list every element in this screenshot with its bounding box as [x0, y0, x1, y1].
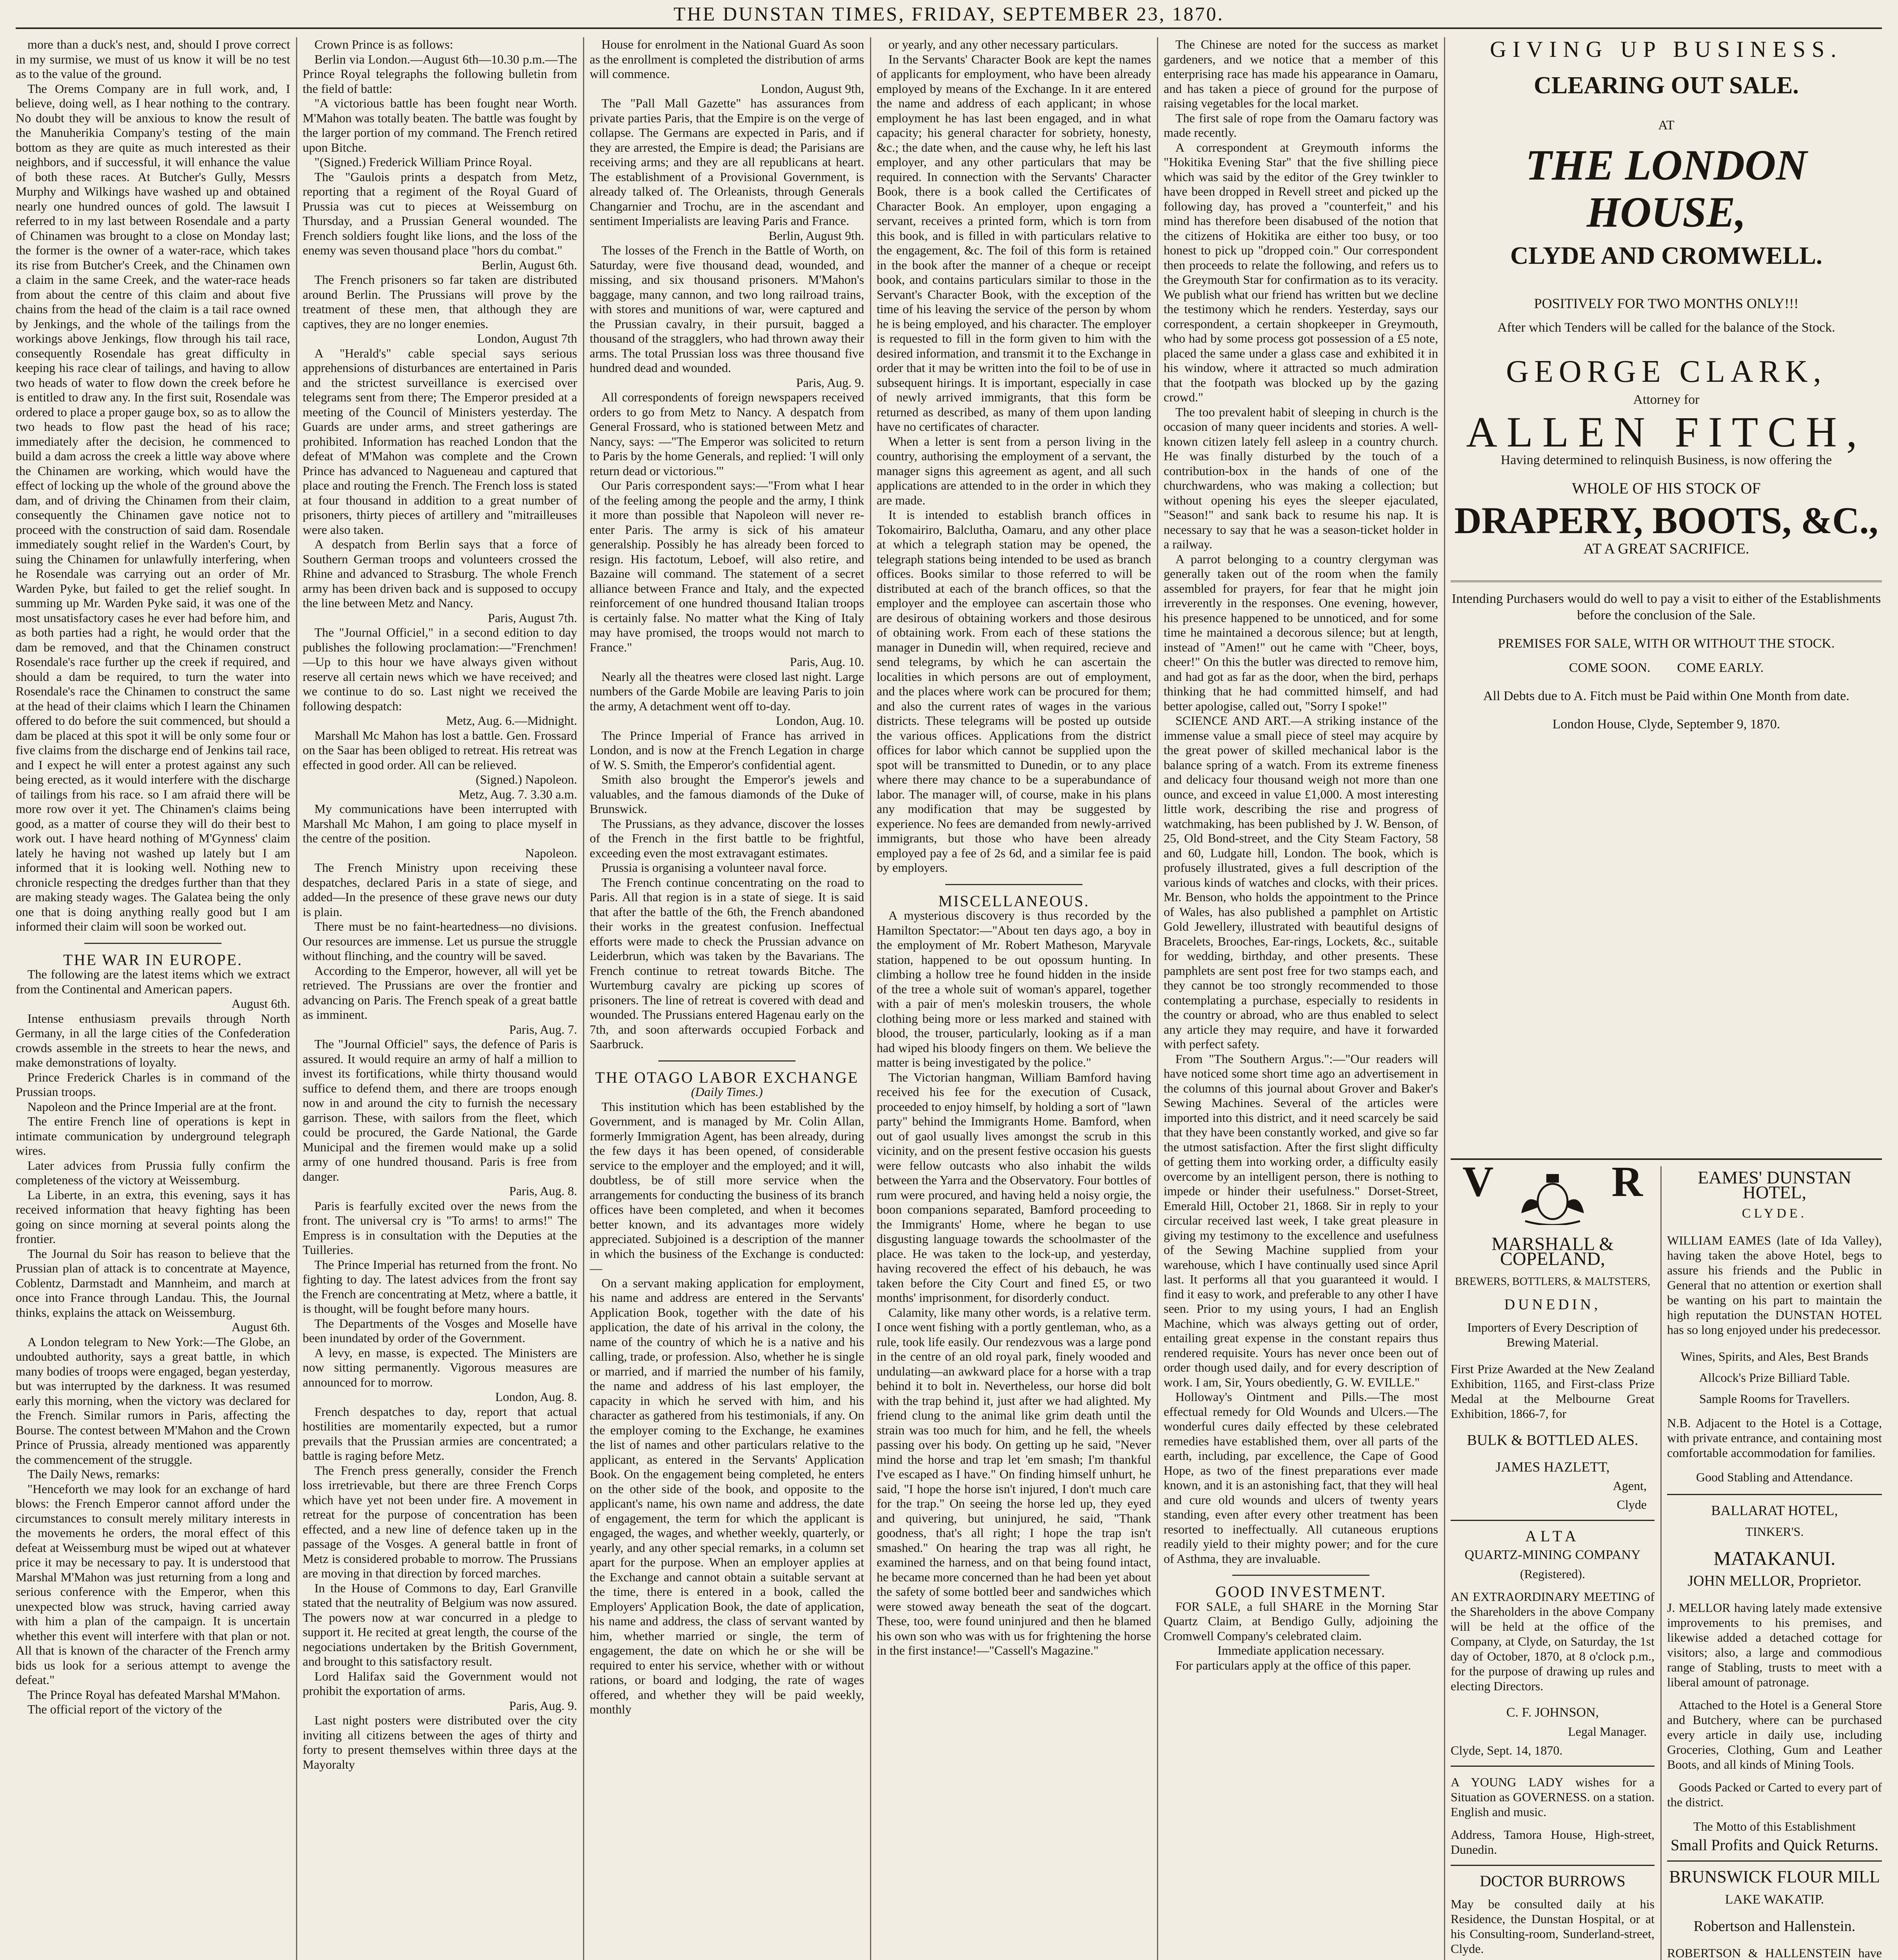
ad-text: AT A GREAT SACRIFICE. — [1583, 541, 1749, 557]
paragraph: The following are the latest items which we extract from the Continental and American papers. — [16, 967, 290, 996]
paragraph: Crown Prince is as follows: — [314, 37, 453, 51]
paragraph: The Departments of the Vosges and Moselle have been inundated by order of the Government. — [303, 1316, 577, 1345]
dateline: London, August 9th, — [761, 81, 864, 96]
ad-text: DUNEDIN, — [1504, 1296, 1601, 1313]
ad-text: All Debts due to A. Fitch must be Paid within One Month from date. — [1483, 689, 1849, 703]
paragraph: Marshall Mc Mahon has lost a battle. Gen. Frossard on the Saar has been obliged to retreat. His retreat was effected in good order. All can be relieved. — [303, 728, 577, 772]
ad-text: QUARTZ-MINING COMPANY — [1464, 1548, 1641, 1562]
ad-text: POSITIVELY FOR TWO MONTHS ONLY!!! — [1534, 296, 1799, 311]
giving-up-heading: GIVING UP BUSINESS. — [1490, 37, 1843, 62]
paragraph: The French Ministry upon receiving these despatches, declared Paris in a state of siege, and added—In the presence of these grave news our duty is plain. — [303, 860, 577, 919]
dateline: Metz, Aug. 7. 3.30 a.m. — [458, 787, 577, 801]
paragraph: Immediate application necessary. — [1217, 1643, 1384, 1657]
ad-text: TINKER'S. — [1745, 1524, 1804, 1539]
ad-text: Legal Manager. — [1568, 1724, 1647, 1739]
ad-text: LAKE WAKATIP. — [1725, 1892, 1824, 1907]
paragraph: The official report of the victory of the — [27, 1702, 222, 1716]
ad-text: Attached to the Hotel is a General Store and Butchery, where can be purchased every article in daily use, including Groceries, Clothing, Gum and Leather Boots, and all kinds of Mining Tools. — [1667, 1698, 1882, 1771]
dateline: August 6th. — [231, 1320, 290, 1334]
ad-text: The Motto of this Establishment — [1693, 1819, 1856, 1833]
paragraph: Holloway's Ointment and Pills.—The most effectual remedy for Old Wounds and Ulcers.—The wonderful cures daily effected by these celebrated remedies have established them, over all parts of the earth, including, par excellence, the Cape of Good Hope, as two of the finest preparations ever made known, and it is an astonishing fact, that they will heal and cure old wounds and ulcers of twenty years standing, even after every other treatment has been resorted to ineffectually. All cutaneous eruptions readily yield to their mighty power; and for the cure of Asthma, they are invaluable. — [1164, 1390, 1438, 1566]
ad-separator — [1451, 581, 1882, 582]
paragraph: The Journal du Soir has reason to believe that the Prussian plan of attack is to concentrate at Mayence, Coblentz, Darmstadt and Mannheim, and march at once into France through Landau. This, the Journal thinks, explains the attack on Weissemburg. — [16, 1246, 290, 1319]
vr-letter: V — [1462, 1166, 1494, 1205]
allen-fitch: ALLEN FITCH, — [1466, 408, 1867, 456]
paragraph: more than a duck's nest, and, should I prove correct in my surmise, we must of us know it will be no test as to the value of the ground. — [16, 37, 290, 81]
paragraph: The French press generally, consider the French loss irretrievable, but there are three French Corps which have yet not been under fire. A movement in retreat for the purpose of concentration has been effected, and a new line of defence taken up in the passage of the Vosges. A general battle in front of Metz is considered probable to morrow. The Prussians are moving in that direction by forced marches. — [303, 1463, 577, 1580]
paragraph: SCIENCE AND ART.—A striking instance of the immense value a small piece of steel may acquire by the great power of skilled mechanical labor is the balance spring of a watch. From its extreme fineness and delicacy four thousand weigh not more than one ounce, and exceed in value £1,000. A most interesting little work, describing the rise and progress of watchmaking, has been published by J. W. Benson, of 25, Old Bond-street, and the City Steam Factory, 58 and 60, Ludgate hill, London. The book, which is profusely illustrated, gives a full description of the various kinds of watches and clocks, with their prices. Mr. Benson, who holds the appointment to the Prince of Wales, has also published a pamphlet on Artistic Gold Jewellery, illustrated with beautiful designs of Bracelets, Brooches, Ear-rings, Lockets, &c., suitable for wedding, birthday, and other presents. These pamphlets are sent post free for two stamps each, and they cannot be too strongly recommended to those contemplating a purchase, especially to residents in the country or abroad, who are thus enabled to select any article they may require, and have it forwarded with perfect safety. — [1164, 713, 1438, 1051]
dateline: Berlin, August 9th. — [768, 228, 864, 243]
paragraph: The French prisoners so far taken are distributed around Berlin. The Prussians will prove by the treatment of these men, that although they are captives, they are no longer enemies. — [303, 272, 577, 331]
paragraph: French despatches to day, report that actual hostilities are momentarily expected, but a rumor prevails that the Prussian armies are concentrated; a battle is raging before Metz. — [303, 1404, 577, 1463]
ad-text: London House, Clyde, September 9, 1870. — [1552, 717, 1780, 731]
ad-text: ALTA — [1525, 1527, 1580, 1545]
paragraph: According to the Emperor, however, all will yet be retrieved. The Prussians are over the frontier and advancing on Paris. The French speak of a great battle as imminent. — [303, 963, 577, 1022]
paragraph: The entire French line of operations is kept in intimate communication by underground telegraph wires. — [16, 1114, 290, 1158]
paragraph: The Victorian hangman, William Bamford having received his fee for the execution of Cusack, proceeded to enjoy himself, by holding a sort of "lawn party" behind the Immigrants Home. Bamford, when out of gaol usually lives amongst the scrub in this vicinity, and on the present festive occasion his guests were fellow outcasts who also inhabit the wilds between the Yarra and the Observatory. Four bottles of rum were procured, and having held a noisy orgie, the boon companions separated, Bamford proceeding to the Immigrants' Home, where he began to use disgusting language towards the schoolmaster of the place. He was taken to the lock-up, and yesterday, having recovered the effect of his debauch, he was taken before the City Court and fined £5, or two months' imprisonment, for disorderly conduct. — [877, 1070, 1151, 1305]
ad-text: Agent, — [1613, 1479, 1647, 1493]
ad-text: Importers of Every Description of Brewing Material. — [1467, 1320, 1638, 1349]
george-clark: GEORGE CLARK, — [1506, 354, 1827, 389]
column-5 — [1164, 37, 1438, 1960]
paragraph: Prussia is organising a volunteer naval force. — [601, 860, 827, 875]
ad-text: DOCTOR BURROWS — [1480, 1872, 1626, 1890]
dateline: London, Aug. 8. — [495, 1390, 577, 1404]
paragraph: All correspondents of foreign newspapers received orders to go from Metz to Nancy. A despatch from General Frossard, who is stationed between Metz and Nancy, says: —"The Emperor was solicited to return to Paris by the home Generals, and replied: 'I will only return dead or victorious.'" — [590, 390, 864, 478]
paragraph: The too prevalent habit of sleeping in church is the occasion of many queer incidents and stories. A well-known citizen lately fell asleep in a country church. He was finally disturbed by the touch of a contribution-box in the hands of one of the churchwardens, who was making a collection; but without opening his eyes the sleeper ejaculated, "Season!" and sank back to resume his nap. It is necessary to say that he was a season-ticket holder in a railway. — [1164, 405, 1438, 551]
ad-separator — [1451, 1865, 1655, 1866]
ad-text: Clyde — [1616, 1497, 1647, 1512]
london-house-ad — [1451, 37, 1882, 1154]
paragraph: "Henceforth we may look for an exchange of hard blows: the French Emperor cannot afford under the circumstances to consult merely military interests in the movements he orders, the moral effect of this defeat at Weissemburg must be wiped out at whatever price it may be necessary to pay. It is understood that Marshal M'Mahon was just returning from a long and serious conference with the Emperor, when this unexpected blow was struck, having carried away with him a plan of the campaign. It is uncertain whether this event will interfere with that plan or not. All that is known of the character of the French army bids us look for a serious attempt to avenge the defeat." — [16, 1481, 290, 1687]
paragraph: The Prussians, as they advance, discover the losses of the French in the first battle to be frightful, exceeding even the most extravagant estimates. — [590, 816, 864, 860]
column-7-ads — [1667, 1166, 1882, 1960]
come-line — [1451, 660, 1882, 676]
paragraph: My communications have been interrupted with Marshall Mc Mahon, I am going to place myself in the centre of the position. — [303, 802, 577, 845]
ad-text: Small Profits and Quick Returns. — [1671, 1836, 1878, 1854]
ad-text: JOHN MELLOR, Proprietor. — [1687, 1573, 1862, 1589]
ad-text: BRUNSWICK FLOUR MILL — [1669, 1867, 1880, 1886]
paragraph: The "Gaulois prints a despatch from Metz, reporting that a regiment of the Royal Guard of Prussia was cut to pieces at Weissemburg on Thursday, and a Prussian General wounded. The French soldiers fought like lions, and the loss of the enemy was seven thousand place "hors du combat." — [303, 169, 577, 257]
paragraph: The first sale of rope from the Oamaru factory was made recently. — [1164, 111, 1438, 140]
paragraph: Our Paris correspondent says:—"From what I hear of the feeling among the people and the army, I think it more than possible that Napoleon will never re-enter Paris. The army is sick of his amateur generalship. Possibly he has already been forced to resign. His factotum, Leboef, will also retire, and Bazaine will command. The statement of a secret alliance between France and Italy, and the expected reinforcement of one hundred thousand Italian troops is certainly false. No matter what the King of Italy may have promised, the troops would not march to France." — [590, 478, 864, 654]
war-heading: THE WAR IN EUROPE. — [63, 951, 243, 969]
paragraph: Paris is fearfully excited over the news from the front. The universal cry is "To arms! to arms!" The Empress is in consultation with the Deputies at the Tuilleries. — [303, 1198, 577, 1257]
paragraph: The Prince Imperial has returned from the front. No fighting to day. The latest advices from the front say the French are concentrating at Metz, where a battle, it is thought, will be fought before many hours. — [303, 1257, 577, 1316]
ad-text: After which Tenders will be called for the balance of the Stock. — [1497, 320, 1835, 335]
column-6-ads — [1451, 1166, 1655, 1960]
paragraph: A London telegram to New York:—The Globe, an undoubted authority, says a great battle, in which many bodies of troops were engaged, began yesterday, but was interrupted by the darkness. It was resumed early this morning, when the victory was declared for the French. Similar rumors in Paris, affecting the Bourse. The contest between M'Mahon and the Crown Prince of Prussia, already mentioned was apparently the commencement of the struggle. — [16, 1334, 290, 1466]
paragraph: The French continue concentrating on the road to Paris. All that region is in a state of siege. It is said that after the battle of the 6th, the French abandoned their works in the greatest confusion. Ineffectual efforts were made to check the Prussian advance on Leiderbrun, which was taken by the Bavarians. The French continue to retreat towards Bitche. The Wurtemburg cavalry are picking up scores of prisoners. The line of retreat is covered with dead and wounded. The Prussians entered Hagenau early on the 7th, and soon afterwards occupied Forback and Saarbruck. — [590, 875, 864, 1051]
ad-separator — [1451, 1520, 1655, 1521]
paragraph: In the Servants' Character Book are kept the names of applicants for employment, who have been already employed by means of the Exchange. In it are entered the name and address of each applicant; in whose employment he has last been engaged, and in what capacity; his general character for sobriety, honesty, &c.; the date when, and the cause why, he left his last employer, and any other particulars that may be required. In connection with the Servants' Character Book, there is a book called the Certificates of Character Book. An employer, upon engaging a servant, receives a printed form, which is torn from this book, and is filled in with particulars relative to the engagement, &c. The foil of this form is retained in the book after the manner of a cheque or receipt book, and contains particulars similar to those in the Servant's Character Book, with the exception of the time of his leaving the service of the person by whom he is being employed, and his character. The employer is requested to fill in the form given to him with the desired information, and transmit it to the Exchange in order that it may be written into the foil to be of use in subsequent hirings. It is important, especially in case of newly arrived immigrants, that this form be returned as described, as many of them upon landing have no certificates of character. — [877, 52, 1151, 434]
ad-separator — [1451, 1158, 1882, 1160]
paragraph: "A victorious battle has been fought near Worth. M'Mahon was totally beaten. The battle was fought by the larger portion of my command. The French retired upon Bitche. — [303, 96, 577, 154]
dateline: Paris, August 7th. — [488, 610, 577, 625]
royal-arms-block — [1451, 1166, 1655, 1229]
dateline: London, August 7th — [477, 331, 577, 345]
ad-text: Robertson and Hallenstein. — [1693, 1918, 1856, 1935]
paragraph: The Orems Company are in full work, and, I believe, doing well, as I hear nothing to the contrary. No doubt they will be anxious to know the result of the Manuherikia Company's testing of the main bottom as they are quite as much interested as their neighbors, and if successful, it will enhance the value of both these races. At Butcher's Gully, Messrs Murphy and Wilkings have washed up and obtained nearly one hundred ounces of gold. The lawsuit I referred to in my last between Rosendale and a party of Chinamen was brought to a close on Monday last; the former is the owner of a water-race, which takes its rise from Butcher's Creek, and the Chinamen own a claim in the same Creek, and the water-race heads from about the centre of this claim and about five chains from the head of the claim is a tail race owned by Jenkings, and the whole of the tailings from the workings above Jenkings, flow through his tail race, consequently Rosendale has great difficulty in keeping his race clear of tailings, and having to allow two heads of water to flow down the creek before he is entitled to draw any. In the first suit, Rosendale was ordered to place a proper gauge box, so as to allow the two heads to flow past the head of his race; immediately after the decision, he commenced to build a dam across the creek a little way above where the Chinamen are working, which would have the effect of locking up the whole of the ground above the dam, and of driving the Chinamen from their claim, consequently the Chinamen gave notice not to proceed with the construction of said dam. Rosendale immediately sought relief in the Warden's Court, by suing the Chinamen for unlawfully interfering, when he Rosendale was carrying out an order of Mr. Warden Pyke, but failed to get the relief sought. In summing up Mr. Warden Pyke said, it was one of the most unsatisfactory cases he ever had before him, and as both parties had a right, he would order that the dam be removed, and that the Chinamen construct Rosendale's race further up the creek if required, and should a dam be required, to turn the water into Rosendale's race the Chinamen to construct the same at the head of their claims which I learn the Chinamen offered to do before the suit commenced, but should a dam be placed at this spot it will be only some four or five claims from the discharge end of Jenkins tail race, and I expect he will enter a protest against any such being erected, as it would interfere with the discharge of tailings from his race. so I am afraid there will be more row over it yet. The Chinamen's claims being good, as a matter of course they will do their best to work out. I have heard nothing of M'Gynness' claim lately he having not washed up lately but I am informed that it is looking well. Nothing new to chronicle respecting the dredges further than that they are making steady wages. The Galatea being the only one that is doing anything really good but I am informed their claim will soon be worked out. — [16, 81, 290, 933]
ad-text: J. MELLOR having lately made extensive improvements to his premises, and likewise added a detached cottage for visitors; also, a large and commodious range of Stabling, trusts to meet with a liberal amount of patronage. — [1667, 1601, 1882, 1689]
paragraph: The "Pall Mall Gazette" has assurances from private parties Paris, that the Empire is on the verge of collapse. The Germans are expected in Paris, and if they are arrested, the Empire is dead; the Parisians are receiving arms; and they are all republicans at heart. The establishment of a Provisional Government, is already talked of. The Orleanists, through Generals Changarnier and Trochu, are in the ascendant and sentiment Imperialists are leaving Paris and France. — [590, 96, 864, 228]
dateline: Paris, Aug. 8. — [509, 1184, 577, 1198]
dateline: Paris, Aug. 9. — [509, 1698, 577, 1713]
column-2 — [303, 37, 577, 1960]
paragraph: La Liberte, in an extra, this evening, says it has received information that heavy fighting has been going on since morning at several points along the frontier. — [16, 1187, 290, 1246]
ad-text: Goods Packed or Carted to every part of the district. — [1667, 1780, 1882, 1809]
dateline: Metz, Aug. 6.—Midnight. — [446, 713, 577, 728]
column-divider — [1660, 1166, 1662, 1960]
paragraph: A parrot belonging to a country clergyman was generally taken out of the room when the family assembled for prayers, for fear that he might join irreverently in the responses. One evening, however, his presence happened to be unnoticed, and for some time he maintained a decorous silence; but at length, instead of "Amen!" out he came with "Cheer, boys, cheer!" On this the butler was directed to remove him, and had got as far as the door, when the bird, perhaps thinking that he had committed himself, and had better apologise, called out, "Sorry I spoke!" — [1164, 552, 1438, 713]
ad-text: CLYDE. — [1742, 1206, 1807, 1221]
paragraph: Calamity, like many other words, is a relative term. I once went fishing with a portly gentleman, who, as a rule, took life easily. Our rendezvous was a large pond in the centre of an old royal park, finely wooded and undulating—an awkward place for a horse with a trap behind it to bolt in. Nevertheless, our horse did bolt with the trap behind it, just after we had alighted. My friend clung to the animal like grim death until the strain was too much for him, and he fell, the wheels passing over his body. On getting up he said, "Never mind the horse and trap let 'em smash; I'm thankful I've escaped as I have." On finding himself unhurt, he said, "I hope the horse isn't injured, I don't much care for the trap." On seeing the horse led up, they eyed and quivering, but uninjured, he said, "Thank goodness, that's all right; I hope the trap isn't smashed." On hearing the trap was all right, he examined the harness, and on that being found intact, he became more concerned than he had been yet about the safety of some bottled beer and sandwiches which were stowed away beneath the seat of the dogcart. These, too, were found uninjured and then he blamed his own son who was with us for frightening the horse in the first instance!—"Cassell's Magazine." — [877, 1305, 1151, 1657]
column-rule — [658, 1060, 796, 1062]
paragraph: A correspondent at Greymouth informs the "Hokitika Evening Star" that the five shilling piece which was said by the editor of the Grey twinkler to have been dropped in Revell street and picked up the following day, has proved a "counterfeit," and his mind has therefore been disabused of the notion that the citizens of Hokitika are either too busy, or too honest to pick up "dropped coin." Our correspondent then proceeds to relate the following, and refers us to the Greymouth Star for confirmation as to its veracity. We publish what our friend has written but we decline the testimony which he renders. Yesterday, says our correspondent, a certain shopkeeper in Greymouth, who had by some process got possession of a £5 note, placed the same under a glass case and exhibited it in his window, where it attracted so much admiration that the footpath was blocked up by the gazing crowd." — [1164, 140, 1438, 404]
paragraph: Nearly all the theatres were closed last night. Large numbers of the Garde Mobile are leaving Paris to join the army, A detachment went off to-day. — [590, 669, 864, 713]
ad-text: Good Stabling and Attendance. — [1696, 1470, 1853, 1484]
signature: Napoleon. — [525, 846, 577, 860]
paragraph: A despatch from Berlin says that a force of Southern German troops and volunteers crossed the Rhine and advanced to Strasburg. The whole French army has been driven back and is supposed to occupy the line between Metz and Nancy. — [303, 537, 577, 610]
paragraph: The Prince Royal has defeated Marshal M'Mahon. — [27, 1687, 280, 1702]
ad-separator — [1667, 1860, 1882, 1862]
dateline: Paris, Aug. 10. — [790, 655, 864, 669]
dateline: Paris, Aug. 9. — [796, 375, 864, 390]
otago-source: (Daily Times.) — [691, 1085, 763, 1099]
dateline: Berlin, August 6th. — [481, 258, 577, 272]
paragraph: Later advices from Prussia fully confirm the completeness of the victory at Weissemburg. — [16, 1158, 290, 1187]
dateline: August 6th. — [231, 996, 290, 1011]
column-4 — [877, 37, 1151, 1960]
ad-text: AT — [1658, 118, 1675, 132]
marshall-copeland: MARSHALL & COPELAND, — [1491, 1234, 1614, 1269]
paragraph: House for enrolment in the National Guard As soon as the enrollment is completed the distribution of arms will commence. — [590, 37, 864, 81]
paragraph: For particulars apply at the office of this paper. — [1175, 1658, 1411, 1672]
paragraph: The Chinese are noted for the success as market gardeners, and we notice that a member of this enterprising race has made his appearance in Oamaru, and has taken a piece of ground for the purpose of raising vegetables for the local market. — [1164, 37, 1438, 110]
paragraph: It is intended to establish branch offices in Tokomairiro, Balclutha, Oamaru, and any other place at which a telegraph station may be opened, the telegraph stations being intended to be used as branch offices. Books similar to those referred to will be distributed at each of the branch offices, so that the employer and the employee can ascertain those who are desirous of obtaining workers and those desirous of obtaining work. From each of these stations the manager in Dunedin will, when required, recieve and send telegrams, by which he can ascertain the localities in which persons are out of employment, and the places where work can be procured for them; and also the current rates of wages in the various districts. These telegrams will be posted up outside the various offices. Applications from the district offices for labor which cannot be supplied upon the spot will be transmitted to Dunedin, or to any place where there may chance to be a superabundance of labor. The manager will, of course, make in his plans any modification that may be suggested by experience. No fees are demanded from newly-arrived immigrants, but those who have been already employed pay a fee of 2s 6d, and a similar fee is paid by employers. — [877, 508, 1151, 875]
ad-text: Having determined to relinquish Business, is now offering the — [1500, 453, 1832, 467]
ad-text: (Registered). — [1520, 1567, 1586, 1581]
paragraph: A levy, en masse, is expected. The Ministers are now sitting permanently. Vigorous measures are announced for to morrow. — [303, 1345, 577, 1389]
ad-text: WILLIAM EAMES (late of Ida Valley), having taken the above Hotel, begs to assure his friends and the Public in General that no attention or exertion shall be wanting on his part to maintain the high reputation the DUNSTAN HOTEL has so long enjoyed under his predecessor. — [1667, 1233, 1882, 1337]
ad-text: May be consulted daily at his Residence, the Dunstan Hospital, or at his Consulting-room, Sunderland-street, Clyde. — [1451, 1897, 1655, 1956]
royal-arms-icon — [1517, 1170, 1588, 1225]
ad-text: C. F. JOHNSON, — [1506, 1705, 1599, 1720]
column-divider — [583, 37, 584, 1960]
masthead: THE DUNSTAN TIMES, FRIDAY, SEPTEMBER 23, 1870. — [16, 0, 1882, 29]
ad-text: BULK & BOTTLED ALES. — [1467, 1432, 1638, 1448]
column-rule — [1232, 1575, 1369, 1576]
paragraph: Last night posters were distributed over the city inviting all citizens between the ages of thirty and forty to present themselves within three days at the Mayoralty — [303, 1713, 577, 1771]
column-divider — [870, 37, 871, 1960]
column-3 — [590, 37, 864, 1960]
ad-text: BALLARAT HOTEL, — [1711, 1503, 1838, 1518]
paragraph: In the House of Commons to day, Earl Granville stated that the neutrality of Belgium was now assured. The powers now at war concurred in a pledge to support it. He recited at great length, the course of the negociations undertaken by the British Government, and brought to this satisfactory result. — [303, 1581, 577, 1668]
ad-separator — [1667, 1494, 1882, 1495]
paragraph: Prince Frederick Charles is in command of the Prussian troops. — [16, 1070, 290, 1099]
otago-heading: THE OTAGO LABOR EXCHANGE — [595, 1068, 859, 1086]
paragraph: A "Herald's" cable special says serious apprehensions of disturbances are entertained in Paris and the strictest surveillance is exercised over telegrams sent from there; The Emperor presided at a meeting of the Council of Ministers yesterday. The Guards are under arms, and street gatherings are prohibited. Information has reached London that the defeat of M'Mahon was complete and the Crown Prince has advanced to Nagueneau and captured that place and routing the French. The French loss is stated at four thousand in addition to a great number of prisoners, thirty pieces of artillery and "mitrailleuses were also taken. — [303, 346, 577, 537]
paragraph: Smith also brought the Emperor's jewels and valuables, and the famous diamonds of the Duke of Brunswick. — [590, 772, 864, 816]
column-rule — [945, 884, 1082, 885]
good-investment-heading: GOOD INVESTMENT. — [1215, 1583, 1387, 1601]
ad-text: Address, Tamora House, High-street, Dunedin. — [1451, 1828, 1655, 1857]
ad-text: BREWERS, BOTTLERS, & MALTSTERS, — [1455, 1276, 1651, 1288]
paragraph: The Prince Imperial of France has arrived in London, and is now at the French Legation in charge of W. S. Smith, the Emperor's confidential agent. — [590, 728, 864, 772]
ad-text: COME EARLY. — [1677, 661, 1764, 675]
ad-text: JAMES HAZLETT, — [1495, 1459, 1610, 1475]
paragraph: Napoleon and the Prince Imperial are at the front. — [27, 1099, 277, 1114]
dateline: London, Aug. 10. — [776, 713, 864, 728]
paragraph: This institution which has been established by the Government, and is managed by Mr. Colin Allan, formerly Immigration Agent, has been already, during the few days it has been opened, of considerable service to the employer and the employed; and it will, doubtless, be of still more service when the arrangements for conducting the business of its branch offices have been completed, and when it becomes better known, and its advantages more widely appreciated. Subjoined is a description of the manner in which the business of the Exchange is conducted:— — [590, 1099, 864, 1275]
drapery-boots: DRAPERY, BOOTS, &C., — [1454, 499, 1878, 541]
paragraph: or yearly, and any other necessary particulars. — [888, 37, 1119, 51]
ad-text: Clyde, Sept. 14, 1870. — [1451, 1743, 1563, 1757]
paragraph: Berlin via London.—August 6th—10.30 p.m.—The Prince Royal telegraphs the following bulletin from the field of battle: — [303, 52, 577, 96]
ad-text: Attorney for — [1633, 392, 1700, 407]
paragraph: The "Journal Officiel," in a second edition to day publishes the following proclamation:—"Frenchmen!—Up to this hour we have always given without reserve all certain news which we have received; and we continue to do so. Last night we received the following despatch: — [303, 625, 577, 713]
ad-text: N.B. Adjacent to the Hotel is a Cottage, with private entrance, and containing most comfortable accommodation for families. — [1667, 1416, 1882, 1460]
paragraph: The Daily News, remarks: — [27, 1467, 160, 1481]
ad-text: AN EXTRAORDINARY MEETING of the Shareholders in the above Company will be held at the office of the Company, at Clyde, on Saturday, the 1st day of October, 1870, at 8 o'clock p.m., for the purpose of drawing up rules and electing Directors. — [1451, 1590, 1655, 1693]
paragraph: "(Signed.) Frederick William Prince Royal. — [314, 155, 532, 169]
ad-text: ROBERTSON & HALLENSTEIN have — [1667, 1946, 1882, 1960]
paragraph: The "Journal Officiel" says, the defence of Paris is assured. It would require an army of half a million to invest its fortifications, while thirty thousand would suffice to defend them, and there are troops enough now in and around the city to furnish the necessary garrison. These, with sailors from the fleet, which could be procured, the Garde National, the Garde Municipal and the firemen would make up a solid army of one hundred thousand. Paris is free from danger. — [303, 1037, 577, 1183]
column-divider — [296, 37, 297, 1960]
vr-letter: R — [1611, 1166, 1643, 1205]
column-1 — [16, 37, 290, 1960]
paragraph: Lord Halifax said the Government would not prohibit the exportation of arms. — [303, 1669, 577, 1698]
dateline: Paris, Aug. 7. — [509, 1022, 577, 1036]
ad-text: A YOUNG LADY wishes for a Situation as GOVERNESS. on a station. English and music. — [1451, 1775, 1655, 1819]
signature: (Signed.) Napoleon. — [476, 772, 577, 786]
ad-text: Allcock's Prize Billiard Table. — [1699, 1370, 1850, 1385]
clearing-out-heading: CLEARING OUT SALE. — [1534, 72, 1799, 99]
paragraph: When a letter is sent from a person living in the country, authorising the employment of a servant, the manager signs this agreement as agent, and all such applications are attended to in the order in which they are made. — [877, 434, 1151, 507]
column-divider — [1444, 37, 1445, 1960]
ad-text: Sample Rooms for Travellers. — [1699, 1392, 1850, 1406]
paragraph: There must be no faint-heartedness—no divisions. Our resources are immense. Let us pursue the struggle without flinching, and the country will be saved. — [303, 919, 577, 963]
ad-text: Intending Purchasers would do well to pay a visit to either of the Establishments before the conclusion of the Sale. — [1451, 592, 1881, 622]
column-rule — [84, 943, 222, 944]
column-divider — [1157, 37, 1158, 1960]
paragraph: On a servant making application for employment, his name and address are entered in the Servants' Application Book, together with the date of his application, the date of his arrival in the colony, the name of the country of which he is a native and his calling, trade, or profession. Also, whether he is single or married, and if married the number of his family, the name and address of his last employer, the capacity in which he served with him, and his character as gathered from his testimonials, if any. On the employer coming to the Exchange, he examines the list of names and other particulars relative to the applicant, as entered in the Servants' Application Book. On the engagement being completed, he enters on the other side of the book, and opposite to the applicant's name, his own name and address, the date of engagement, the term for which the applicant is engaged, the wages, and whether weekly, quarterly, or yearly, and any other special remarks, in a column set apart for the purpose. When an employer applies at the Exchange and cannot obtain a suitable servant at the time, there is entered in a book, called the Employers' Application Book, the date of application, his name and address, the class of servant wanted by him, whether married or single, the term of engagement, the date on which he or she will be required to enter his service, whether with or without rations, or board and lodging, the rate of wages offered, and whether they will be paid weekly, monthly — [590, 1276, 864, 1716]
paragraph: The losses of the French in the Battle of Worth, on Saturday, were five thousand dead, wounded, and missing, and six thousand prisoners. M'Mahon's baggage, many cannon, and two long railroad trains, with stores and munitions of war, were captured and the Prussian cavalry, in their pursuit, bagged a thousand of the stragglers, who had thrown away their arms. The total Prussian loss was three thousand five hundred dead and wounded. — [590, 243, 864, 375]
paragraph: A mysterious discovery is thus recorded by the Hamilton Spectator:—"About ten days ago, a boy in the employment of Mr. Robert Matheson, Maryvale station, happened to be out opossum hunting. In climbing a hollow tree he found hidden in the inside of the tree a whole suit of woman's apparel, together with a pair of men's moleskin trousers, the whole clothing being more or less marked and stained with blood, the trouser, particularly, looking as if a man had wiped his bloody fingers on them. We believe the matter is being investigated by the police." — [877, 908, 1151, 1069]
paragraph: From "The Southern Argus.":—"Our readers will have noticed some short time ago an advertisement in the columns of this journal about Grover and Baker's Sewing Machines. Several of the articles were imported into this district, and it need scarcely be said that they have been constantly worked, and give so far the utmost satisfaction. After the first slight difficulty of getting them into working order, a difficulty easily overcome by an intelligent person, there is nothing to impede or hinder their usefulness." Dorset-Street, Emerald Hill, October 21, 1868. Sir in reply to your circular received last week, I take great pleasure in giving my testimony to the excellence and usefulness of the Sewing Machine supplied from your warehouse, which I have continually used since April last. It performs all that you guaranteed it would. I find it easy to work, and preferable to any other I have seen. Prior to my using yours, I had an English Machine, which was always getting out of order, entailing great expense in the constant repairs thus rendered requisite. Yours has never once been out of order though used daily, and for every description of work. I am, Sir, Yours obediently, G. W. EVILLE." — [1164, 1051, 1438, 1389]
clyde-cromwell: CLYDE AND CROMWELL. — [1510, 241, 1822, 269]
misc-heading: MISCELLANEOUS. — [938, 892, 1090, 910]
london-house-name: THE LONDON HOUSE, — [1525, 141, 1807, 236]
ad-text: PREMISES FOR SALE, WITH OR WITHOUT THE STOCK. — [1498, 636, 1835, 651]
ad-text: WHOLE OF HIS STOCK OF — [1572, 479, 1761, 497]
ad-separator — [1451, 1766, 1655, 1767]
ad-text: First Prize Awarded at the New Zealand Exhibition, 1165, and First-class Prize Medal at the Melbourne Great Exhibition, 1866-7, for — [1451, 1362, 1655, 1421]
paragraph: FOR SALE, a full SHARE in the Morning Star Quartz Claim, at Bendigo Gully, adjoining the Cromwell Company's celebrated claim. — [1164, 1599, 1438, 1643]
ad-text: MATAKANUI. — [1713, 1547, 1836, 1569]
ad-text: EAMES' DUNSTAN HOTEL, — [1698, 1167, 1851, 1202]
paragraph: Intense enthusiasm prevails through North Germany, in all the large cities of the Confederation crowds assemble in the streets to hear the news, and make demonstrations of loyalty. — [16, 1011, 290, 1069]
ad-text: COME SOON. — [1569, 661, 1651, 675]
ad-text: Wines, Spirits, and Ales, Best Brands — [1680, 1349, 1869, 1363]
